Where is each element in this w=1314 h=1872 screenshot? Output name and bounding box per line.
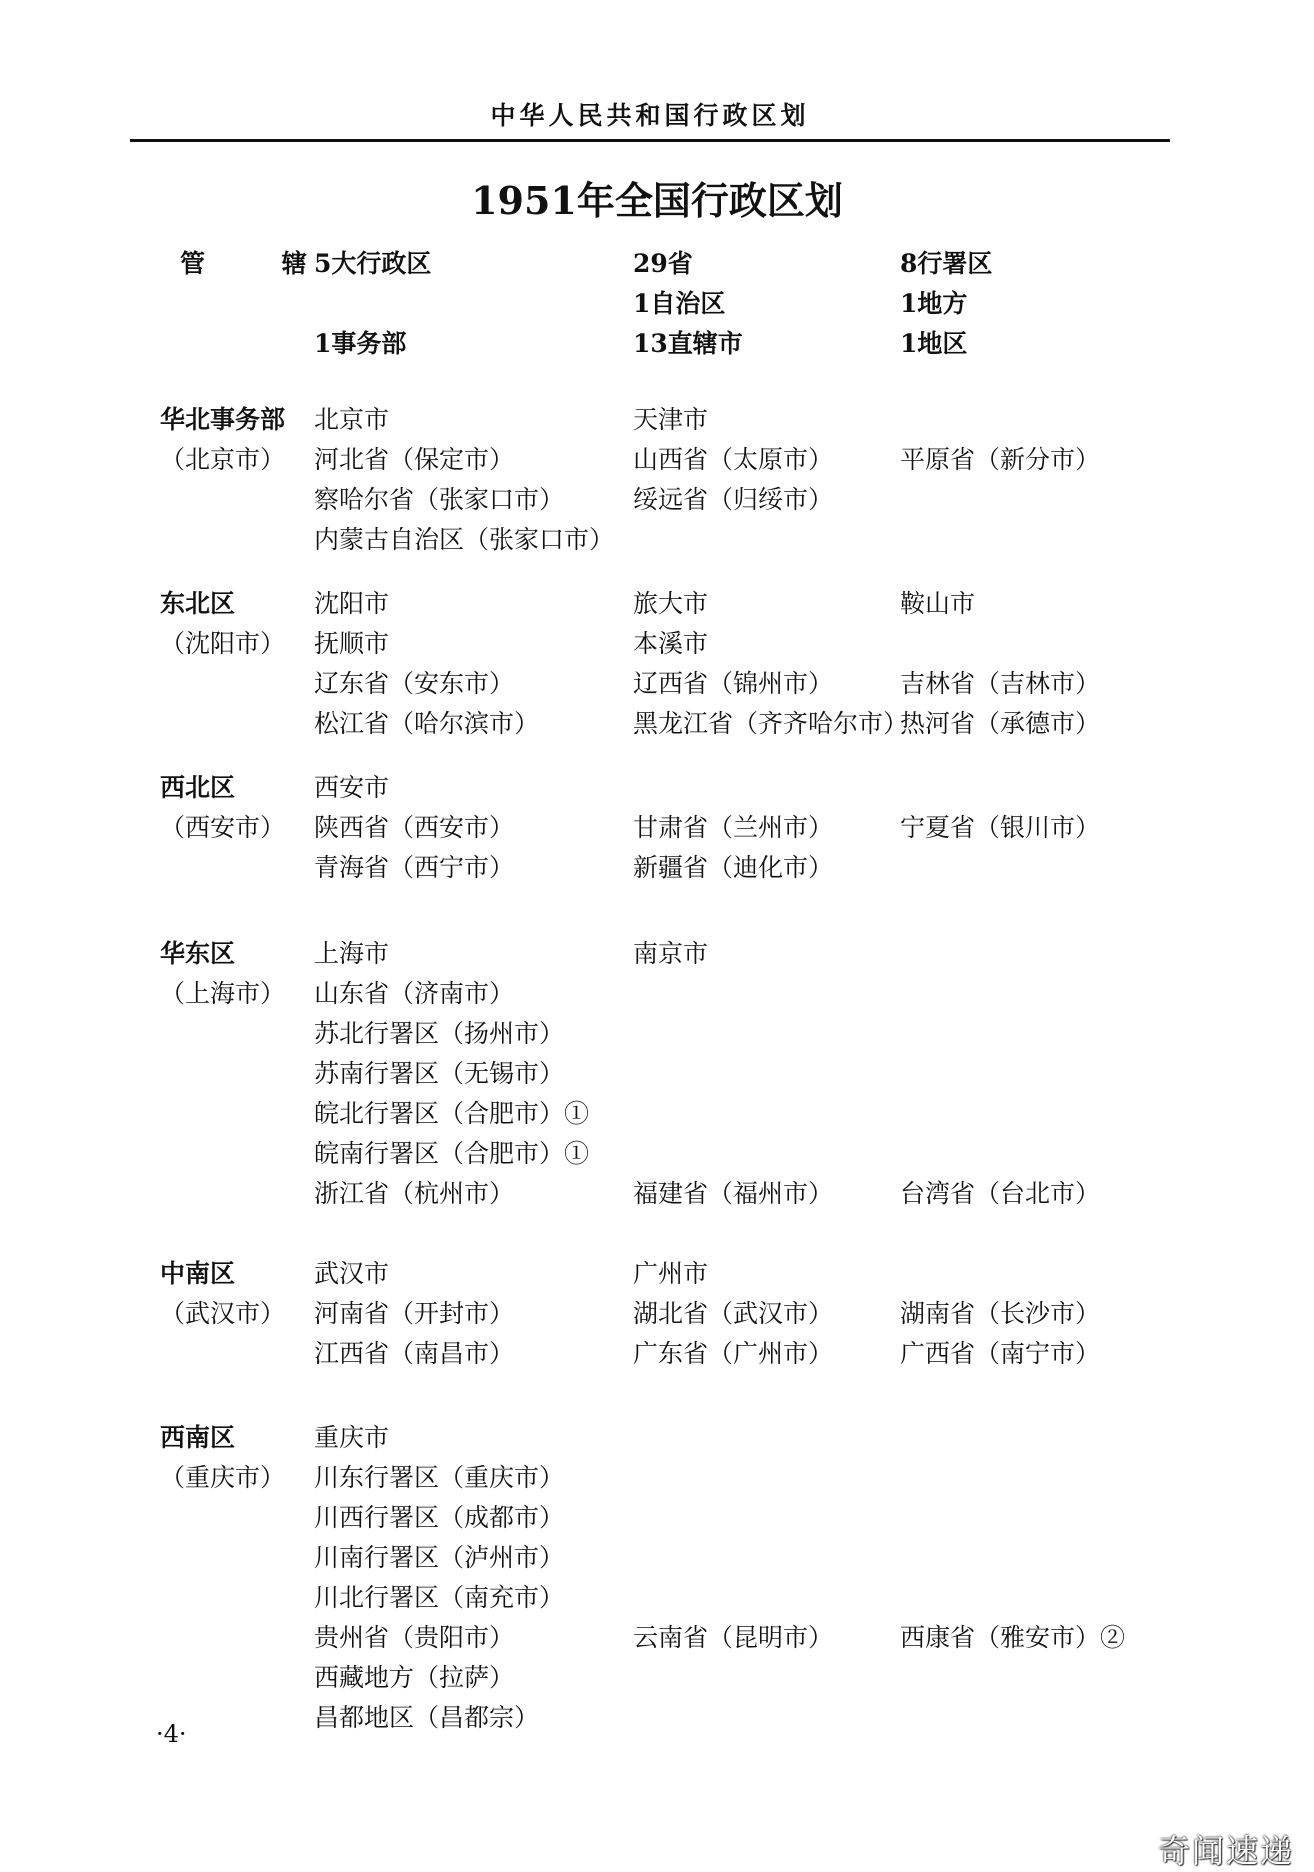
region-row (0, 520, 1314, 560)
division-cell: 广西省（南宁市） (900, 1339, 1101, 1368)
division-cell: 苏南行署区（无锡市） (314, 1059, 565, 1088)
region-row (0, 1094, 1314, 1134)
region-row (0, 1334, 1314, 1374)
region-block (0, 584, 1314, 744)
division-cell: 陕西省（西安市） (314, 813, 515, 842)
division-cell: 察哈尔省（张家口市） (314, 485, 565, 514)
division-cell: 内蒙古自治区（张家口市） (314, 525, 615, 554)
region-row (0, 704, 1314, 744)
division-cell: 苏北行署区（扬州市） (314, 1019, 565, 1048)
division-cell: 天津市 (633, 405, 709, 434)
division-cell: 松江省（哈尔滨市） (314, 709, 540, 738)
region-block (0, 768, 1314, 888)
summary-cell: 1地区 (900, 329, 968, 358)
region-block (0, 1418, 1314, 1738)
region-seat: （上海市） (160, 979, 286, 1008)
division-cell: 皖北行署区（合肥市）① (314, 1099, 590, 1128)
division-cell: 辽西省（锦州市） (633, 669, 834, 698)
division-cell: 黑龙江省（齐齐哈尔市） (633, 709, 909, 738)
region-name: 东北区 (160, 589, 236, 618)
division-cell: 本溪市 (633, 629, 709, 658)
region-name: 西南区 (160, 1423, 236, 1452)
region-row (0, 848, 1314, 888)
division-cell: 山东省（济南市） (314, 979, 515, 1008)
region-row (0, 1498, 1314, 1538)
summary-row (0, 284, 1314, 324)
summary-cell: 29省 (633, 249, 693, 278)
page-number: ·4· (156, 1720, 187, 1748)
region-row (0, 1014, 1314, 1054)
region-row (0, 768, 1314, 808)
division-cell: 川东行署区（重庆市） (314, 1463, 565, 1492)
region-row (0, 974, 1314, 1014)
division-cell: 河北省（保定市） (314, 445, 515, 474)
summary-cell: 1地方 (900, 289, 968, 318)
division-cell: 福建省（福州市） (633, 1179, 834, 1208)
division-cell: 新疆省（迪化市） (633, 853, 834, 882)
division-cell: 绥远省（归绥市） (633, 485, 834, 514)
jurisdiction-summary (0, 244, 1314, 364)
division-cell: 重庆市 (314, 1423, 390, 1452)
region-seat: （重庆市） (160, 1463, 286, 1492)
division-cell: 西藏地方（拉萨） (314, 1663, 515, 1692)
region-row (0, 400, 1314, 440)
region-row (0, 1418, 1314, 1458)
division-cell: 鞍山市 (900, 589, 976, 618)
division-cell: 上海市 (314, 939, 390, 968)
division-cell: 川南行署区（泸州市） (314, 1543, 565, 1572)
header-rule (130, 139, 1170, 142)
summary-cell: 8行署区 (900, 249, 993, 278)
region-row (0, 1538, 1314, 1578)
region-name: 西北区 (160, 773, 236, 802)
region-name: 华北事务部 (160, 405, 286, 434)
region-row (0, 1294, 1314, 1334)
division-cell: 宁夏省（银川市） (900, 813, 1101, 842)
division-cell: 北京市 (314, 405, 390, 434)
watermark: 奇闻速递 (1157, 1832, 1294, 1870)
division-cell: 平原省（新分市） (900, 445, 1101, 474)
division-cell: 浙江省（杭州市） (314, 1179, 515, 1208)
division-cell: 皖南行署区（合肥市）① (314, 1139, 590, 1168)
region-row (0, 1658, 1314, 1698)
division-cell: 昌都地区（昌都宗） (314, 1703, 540, 1732)
region-name: 华东区 (160, 939, 236, 968)
region-row (0, 1254, 1314, 1294)
summary-row (0, 244, 1314, 284)
region-seat: （北京市） (160, 445, 286, 474)
division-cell: 江西省（南昌市） (314, 1339, 515, 1368)
division-cell: 西安市 (314, 773, 390, 802)
page-title: 1951年全国行政区划 (471, 178, 843, 223)
division-cell: 川西行署区（成都市） (314, 1503, 565, 1532)
division-cell: 辽东省（安东市） (314, 669, 515, 698)
division-cell: 川北行署区（南充市） (314, 1583, 565, 1612)
division-cell: 云南省（昆明市） (633, 1623, 834, 1652)
division-cell: 旅大市 (633, 589, 709, 618)
division-cell: 广州市 (633, 1259, 709, 1288)
division-cell: 西康省（雅安市）② (900, 1623, 1126, 1652)
jurisdiction-label: 管 辖 (180, 249, 341, 278)
division-cell: 吉林省（吉林市） (900, 669, 1101, 698)
division-cell: 湖北省（武汉市） (633, 1299, 834, 1328)
region-row (0, 1698, 1314, 1738)
summary-row (0, 324, 1314, 364)
region-row (0, 624, 1314, 664)
region-row (0, 584, 1314, 624)
region-row (0, 1174, 1314, 1214)
division-cell: 广东省（广州市） (633, 1339, 834, 1368)
summary-cell: 1自治区 (633, 289, 726, 318)
division-cell: 湖南省（长沙市） (900, 1299, 1101, 1328)
region-seat: （武汉市） (160, 1299, 286, 1328)
region-block (0, 934, 1314, 1214)
region-row (0, 1054, 1314, 1094)
division-cell: 武汉市 (314, 1259, 390, 1288)
region-block (0, 400, 1314, 560)
region-row (0, 664, 1314, 704)
division-cell: 甘肃省（兰州市） (633, 813, 834, 842)
region-row (0, 1578, 1314, 1618)
region-row (0, 808, 1314, 848)
summary-cell: 13直辖市 (633, 329, 743, 358)
division-cell: 抚顺市 (314, 629, 390, 658)
region-row (0, 1618, 1314, 1658)
division-cell: 台湾省（台北市） (900, 1179, 1101, 1208)
region-name: 中南区 (160, 1259, 236, 1288)
region-row (0, 1458, 1314, 1498)
summary-cell: 5大行政区 (314, 249, 432, 278)
region-seat: （西安市） (160, 813, 286, 842)
division-cell: 山西省（太原市） (633, 445, 834, 474)
region-row (0, 440, 1314, 480)
division-cell: 沈阳市 (314, 589, 390, 618)
division-cell: 南京市 (633, 939, 709, 968)
region-row (0, 934, 1314, 974)
division-cell: 青海省（西宁市） (314, 853, 515, 882)
region-seat: （沈阳市） (160, 629, 286, 658)
region-row (0, 1134, 1314, 1174)
summary-cell: 1事务部 (314, 329, 407, 358)
division-cell: 贵州省（贵阳市） (314, 1623, 515, 1652)
running-header: 中华人民共和国行政区划 (490, 101, 810, 130)
region-block (0, 1254, 1314, 1374)
division-cell: 河南省（开封市） (314, 1299, 515, 1328)
division-cell: 热河省（承德市） (900, 709, 1101, 738)
region-row (0, 480, 1314, 520)
